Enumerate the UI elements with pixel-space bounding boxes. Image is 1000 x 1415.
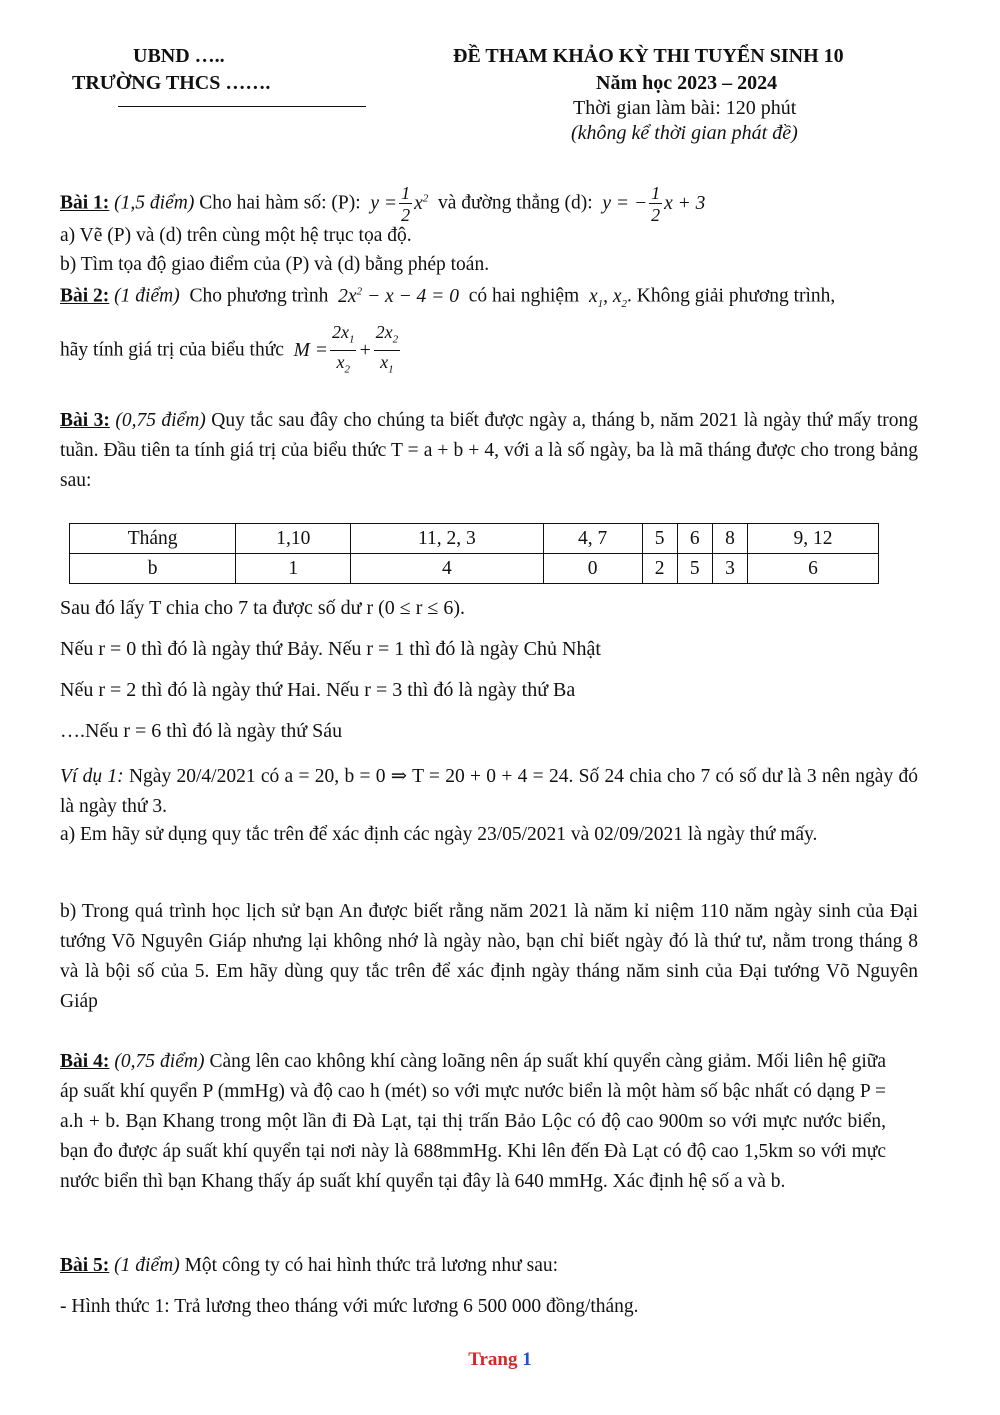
bai3-points: (0,75 điểm): [115, 410, 206, 431]
bai2-roots: $x_1$, $x_2$: [584, 285, 627, 310]
table-cell: 5: [677, 554, 712, 584]
page-number: 1: [522, 1349, 532, 1370]
table-cell: 4, 7: [543, 524, 642, 554]
table-cell: 5: [642, 524, 677, 554]
bai4-statement: [60, 1047, 886, 1197]
bai3-example-label: Ví dụ 1:: [60, 766, 124, 787]
table-cell: 9, 12: [748, 524, 879, 554]
header-divider: [118, 106, 366, 107]
bai5-option1: - Hình thức 1: Trả lương theo tháng với mức lương 6 500 000 đồng/tháng.: [60, 1296, 639, 1317]
table-cell: 8: [712, 524, 747, 554]
table-cell: 6: [748, 554, 879, 584]
bai1-line-formula: y = − $\frac{1}{2}$ x + 3: [597, 182, 706, 225]
bai3-rule-line3: Nếu r = 2 thì đó là ngày thứ Hai. Nếu r = 3 thì đó là ngày thứ Ba: [60, 679, 576, 701]
bai1-label: Bài 1:: [60, 192, 110, 214]
bai3-rule-line4: ….Nếu r = 6 thì đó là ngày thứ Sáu: [60, 720, 343, 742]
table-cell: b: [70, 554, 236, 584]
bai3-example-text: Ngày 20/4/2021 có a = 20, b = 0 ⇒ T = 20 + 0 + 4 = 24. Số 24 chia cho 7 có số dư là 3 nên ngày đó là ngày thứ 3.: [60, 766, 918, 817]
bai3-label: Bài 3:: [60, 410, 110, 431]
table-row: [70, 524, 879, 554]
table-cell: 11, 2, 3: [351, 524, 543, 554]
bai5-statement: [60, 1255, 558, 1277]
page-label: Trang: [468, 1349, 518, 1370]
bai1-part-a: a) Vẽ (P) và (d) trên cùng một hệ trục tọa độ.: [60, 225, 412, 246]
header-school-year: Năm học 2023 – 2024: [596, 72, 778, 94]
bai2-line2: [60, 322, 402, 380]
bai1-connector: và đường thẳng (d):: [437, 192, 593, 214]
month-code-table: [69, 523, 879, 584]
bai3-text: Quy tắc sau đây cho chúng ta biết được ngày a, tháng b, năm 2021 là ngày thứ mấy trong tuần. Đầu tiên ta tính giá trị của biểu thức T = a + b + 4, với a là số ngày, ba là mã tháng được cho trong bảng sau:: [60, 410, 919, 491]
page-footer: [0, 1349, 1000, 1371]
bai4-points: (0,75 điểm): [114, 1051, 205, 1072]
bai2-line2-text: hãy tính giá trị của biểu thức: [60, 339, 284, 361]
bai2-tail: . Không giải phương trình,: [627, 285, 836, 307]
bai2-statement: [60, 285, 835, 309]
bai1-statement: [60, 176, 705, 226]
bai2-label: Bài 2:: [60, 285, 110, 307]
table-cell: 6: [677, 524, 712, 554]
bai4-text: Càng lên cao không khí càng loãng nên áp suất khí quyển càng giảm. Mối liên hệ giữa áp suất khí quyển P (mmHg) và độ cao h (mét) so với mực nước biển là một hàm số bậc nhất có dạng P = a.h + b. Bạn Khang trong một lần đi Đà Lạt, tại thị trấn Bảo Lộc có độ cao 900m so với mực nước biển, bạn đo được áp suất khí quyển tại nơi này là 688mmHg. Khi lên đến Đà Lạt có độ cao 1,5km so với mực nước biển thì bạn Khang thấy áp suất khí quyển tại đây là 640 mmHg. Xác định hệ số a và b.: [60, 1051, 886, 1192]
bai1-points: (1,5 điểm): [114, 192, 195, 214]
bai3-part-b: b) Trong quá trình học lịch sử bạn An được biết rằng năm 2021 là năm kỉ niệm 110 năm ngày sinh của Đại tướng Võ Nguyên Giáp nhưng lại không nhớ là ngày nào, bạn chỉ biết ngày đó là thứ tư, nằm trong tháng 8 và là bội số của 5. Em hãy dùng quy tắc trên để xác định ngày tháng năm sinh của Đại tướng Võ Nguyên Giáp: [60, 901, 918, 1012]
table-cell: 1,10: [236, 524, 351, 554]
bai3-statement: [60, 406, 918, 496]
table-cell: 3: [712, 554, 747, 584]
header-left-line2: TRƯỜNG THCS …….: [72, 72, 271, 94]
header-left-line1: UBND …..: [133, 45, 225, 67]
header-duration: Thời gian làm bài: 120 phút: [573, 97, 797, 119]
bai2-points: (1 điểm): [114, 285, 180, 307]
table-cell: 2: [642, 554, 677, 584]
bai3-rule-line2: Nếu r = 0 thì đó là ngày thứ Bảy. Nếu r = 1 thì đó là ngày Chủ Nhật: [60, 638, 601, 660]
table-row: [70, 554, 879, 584]
bai5-points: (1 điểm): [114, 1255, 180, 1276]
table-cell: Tháng: [70, 524, 236, 554]
bai3-remainder-rule: Sau đó lấy T chia cho 7 ta được số dư r (0 ≤ r ≤ 6).: [60, 597, 466, 619]
header-exam-title: ĐỀ THAM KHẢO KỲ THI TUYỂN SINH 10: [453, 45, 844, 67]
bai2-mid: có hai nghiệm: [468, 285, 580, 307]
bai5-intro: Một công ty có hai hình thức trả lương như sau:: [184, 1255, 559, 1276]
bai5-label: Bài 5:: [60, 1255, 110, 1276]
table-cell: 1: [236, 554, 351, 584]
bai1-intro: Cho hai hàm số: (P):: [199, 192, 361, 214]
bai1-part-b: b) Tìm tọa độ giao điểm của (P) và (d) bằng phép toán.: [60, 254, 490, 275]
bai2-expression: M = $\frac{2x_1}{x_2}$ + $\frac{2x_2}{x_1}$: [288, 322, 399, 376]
bai4-label: Bài 4:: [60, 1051, 110, 1072]
bai1-parabola-formula: y = $\frac{1}{2}$ $x^2$: [365, 182, 429, 225]
table-cell: 4: [351, 554, 543, 584]
bai3-part-a: a) Em hãy sử dụng quy tắc trên để xác định các ngày 23/05/2021 và 02/09/2021 là ngày thứ mấy.: [60, 824, 818, 845]
header-note: (không kể thời gian phát đề): [571, 122, 798, 144]
table-cell: 0: [543, 554, 642, 584]
bai2-intro: Cho phương trình: [189, 285, 329, 307]
bai3-example: [60, 762, 918, 822]
bai2-equation: $2x^2 - x - 4 = 0$: [333, 285, 464, 307]
